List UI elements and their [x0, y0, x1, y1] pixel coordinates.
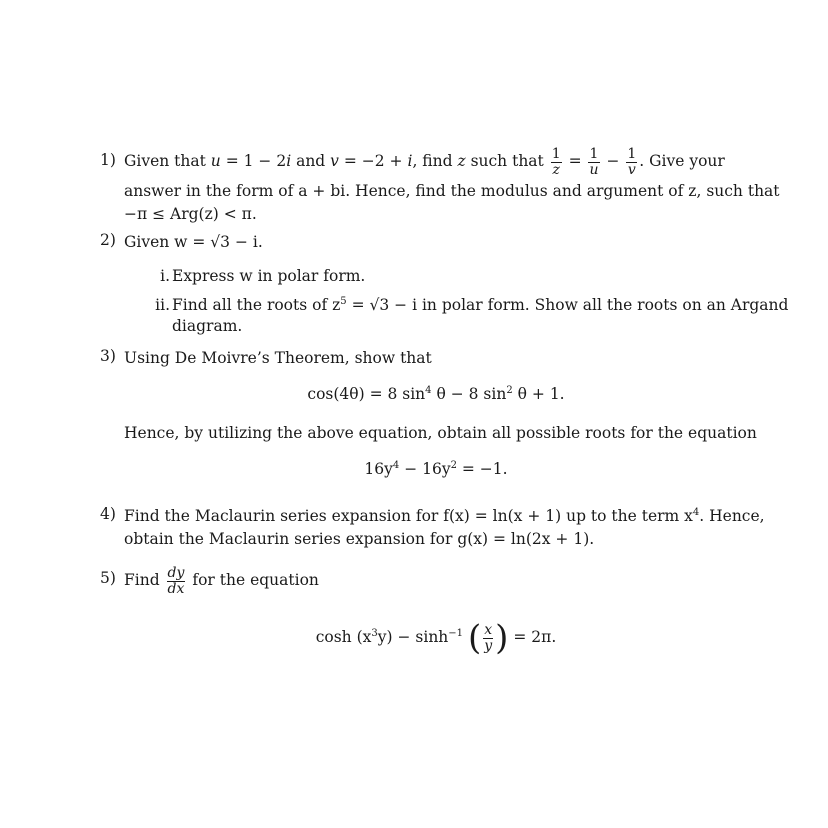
sub-question-label: i. — [160, 267, 170, 285]
display-equation-1: cos(4θ) = 8 $\sin^4 \theta - 8$ $\sin^2 \theta + 1$. — [307, 385, 565, 403]
question-4-line-1: Find the Maclaurin series expansion for f(x) = ln(x + 1) up to the term $x^4$. Hence, — [124, 507, 765, 525]
question-number: 5) — [100, 569, 116, 587]
question-2 — [100, 231, 789, 337]
fraction-one-over-z: $\frac{1}{z}$ — [551, 145, 561, 178]
question-3 — [100, 347, 757, 481]
question-5 — [100, 560, 748, 661]
right-paren: ) — [495, 618, 509, 658]
question-number: 4) — [100, 505, 116, 523]
question-2-line-1: Given w = √3 − i. — [124, 233, 263, 251]
display-equation-3: $\cosh (x^3y) - \sinh^{-1}$ ( $\frac{x}{y}$ ) = 2π. — [315, 618, 557, 658]
question-number: 3) — [100, 347, 116, 365]
question-1-line-1: Given that u = 1 − 2i and v = −2 + i, find z such that $\frac{1}{z}$ = $\frac{1}{u}$ − $\frac{1}{v}$ . Give your — [124, 145, 725, 178]
question-3-line-1: Using De Moivre’s Theorem, show that — [124, 349, 432, 367]
question-3-line-2: Hence, by utilizing the above equation, obtain all possible roots for the equation — [124, 424, 757, 442]
left-paren: ( — [467, 618, 482, 658]
question-number: 2) — [100, 231, 116, 249]
fraction-one-over-v: $\frac{1}{v}$ — [627, 145, 637, 178]
question-4-line-2: obtain the Maclaurin series expansion for g(x) = ln(2x + 1). — [124, 530, 595, 548]
fraction-dy-dx: $\frac{dy}{dx}$ — [167, 564, 185, 597]
fraction-x-over-y: $\frac{x}{y}$ — [484, 621, 493, 654]
sub-question-label: ii. — [155, 296, 170, 314]
question-number: 1) — [100, 151, 116, 169]
question-1-line-3: −π ≤ Arg(z) < π. — [124, 205, 257, 223]
sub-question-i: i. Express w in polar form. — [136, 266, 748, 287]
question-5-line-1: Find $\frac{dy}{dx}$ for the equation — [124, 564, 319, 597]
question-1 — [100, 142, 780, 226]
question-1-line-2: answer in the form of a + bi. Hence, find the modulus and argument of z, such that — [124, 182, 780, 200]
display-equation-2: $16y^4 - 16y^2 = -1$. — [364, 460, 508, 478]
sub-question-ii: ii. Find all the roots of $z^5 = √3 - i$ in polar form. Show all the roots on an Argand diagram. — [136, 295, 748, 337]
question-4 — [100, 505, 765, 551]
fraction-one-over-u: $\frac{1}{u}$ — [589, 145, 599, 178]
